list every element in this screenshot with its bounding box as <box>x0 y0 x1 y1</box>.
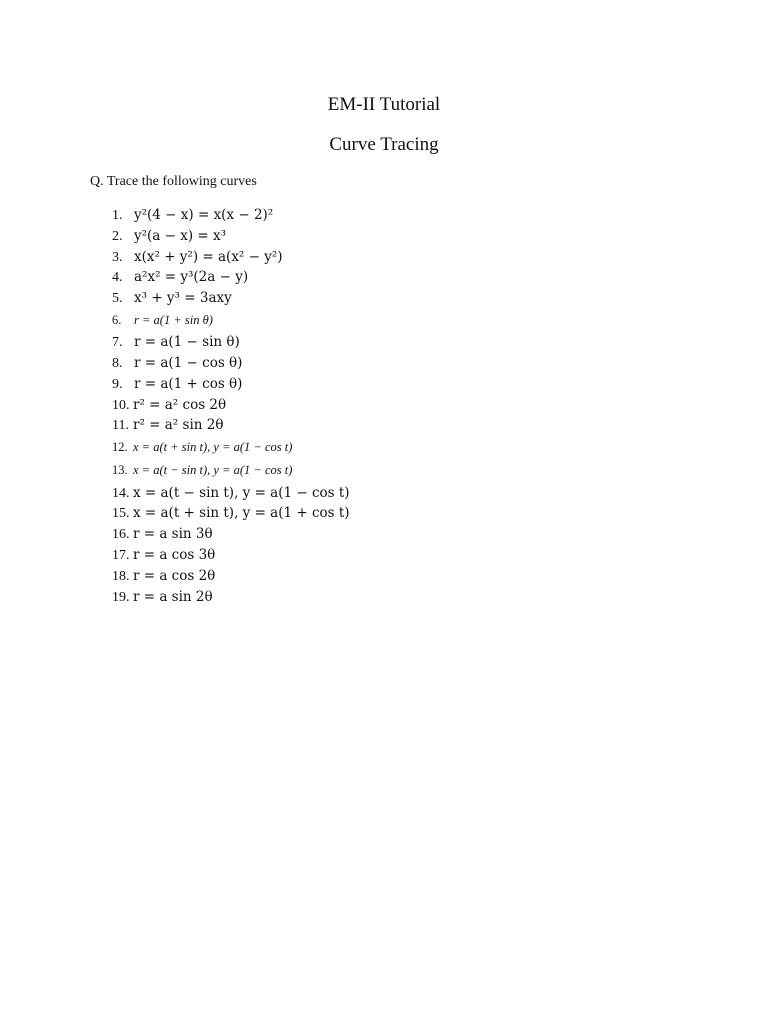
question-number: 11. <box>112 418 129 434</box>
question-expression: y²(4 − x) = x(x − 2)² <box>134 207 274 223</box>
question-expression: r² = a² sin 2θ <box>133 417 224 434</box>
question-number: 7. <box>112 335 123 351</box>
list-item <box>112 503 350 524</box>
question-expression: x = a(t − sin t), y = a(1 − cos t) <box>133 484 350 501</box>
question-expression: x = a(t + sin t), y = a(1 − cos t) <box>133 440 293 455</box>
list-item <box>112 205 350 226</box>
question-expression: x = a(t − sin t), y = a(1 − cos t) <box>133 463 293 478</box>
question-number: 15. <box>112 506 130 522</box>
list-item <box>112 415 350 436</box>
list-item <box>112 226 350 247</box>
list-item <box>112 309 350 332</box>
list-item <box>112 247 350 268</box>
list-item <box>112 587 350 608</box>
list-item <box>112 524 350 545</box>
question-number: 18. <box>112 568 130 584</box>
question-number: 5. <box>112 291 123 307</box>
list-item <box>112 545 350 566</box>
question-expression: r = a cos 3θ <box>133 546 216 563</box>
question-number: 16. <box>112 527 130 543</box>
question-expression: x³ + y³ = 3axy <box>134 290 232 307</box>
question-number: 14. <box>112 485 130 501</box>
question-intro: Q. Trace the following curves <box>90 174 257 189</box>
list-item <box>112 436 350 459</box>
document-title: EM-II Tutorial <box>327 94 441 115</box>
question-list <box>112 205 350 607</box>
question-number: 12. <box>112 440 128 455</box>
question-expression: r = a(1 + cos θ) <box>134 375 243 392</box>
question-expression: r = a(1 − cos θ) <box>134 354 243 371</box>
question-expression: r = a cos 2θ <box>133 567 216 584</box>
question-number: 13. <box>112 463 128 478</box>
document-subtitle: Curve Tracing <box>329 134 439 155</box>
question-number: 17. <box>112 547 130 563</box>
list-item <box>112 566 350 587</box>
list-item <box>112 288 350 309</box>
question-expression: r = a(1 + sin θ) <box>134 312 213 327</box>
question-number: 1. <box>112 208 123 223</box>
question-expression: y²(a − x) = x³ <box>134 227 227 244</box>
question-number: 6. <box>112 312 122 327</box>
list-item <box>112 483 350 504</box>
question-expression: r = a(1 − sin θ) <box>134 334 240 351</box>
question-number: 4. <box>112 270 123 286</box>
question-number: 19. <box>112 589 130 605</box>
list-item <box>112 395 350 416</box>
question-expression: x = a(t + sin t), y = a(1 + cos t) <box>133 505 350 522</box>
question-number: 9. <box>112 376 123 392</box>
list-item <box>112 353 350 374</box>
question-number: 8. <box>112 355 123 371</box>
list-item <box>112 374 350 395</box>
list-item <box>112 267 350 288</box>
question-number: 2. <box>112 228 123 244</box>
list-item <box>112 332 350 353</box>
question-expression: r = a sin 2θ <box>133 588 213 605</box>
question-number: 3. <box>112 249 123 265</box>
question-expression: r = a sin 3θ <box>133 526 213 543</box>
list-item <box>112 459 350 482</box>
question-number: 10. <box>112 397 130 413</box>
question-expression: r² = a² cos 2θ <box>133 396 227 413</box>
question-expression: x(x² + y²) = a(x² − y²) <box>134 248 283 265</box>
question-expression: a²x² = y³(2a − y) <box>134 269 249 286</box>
